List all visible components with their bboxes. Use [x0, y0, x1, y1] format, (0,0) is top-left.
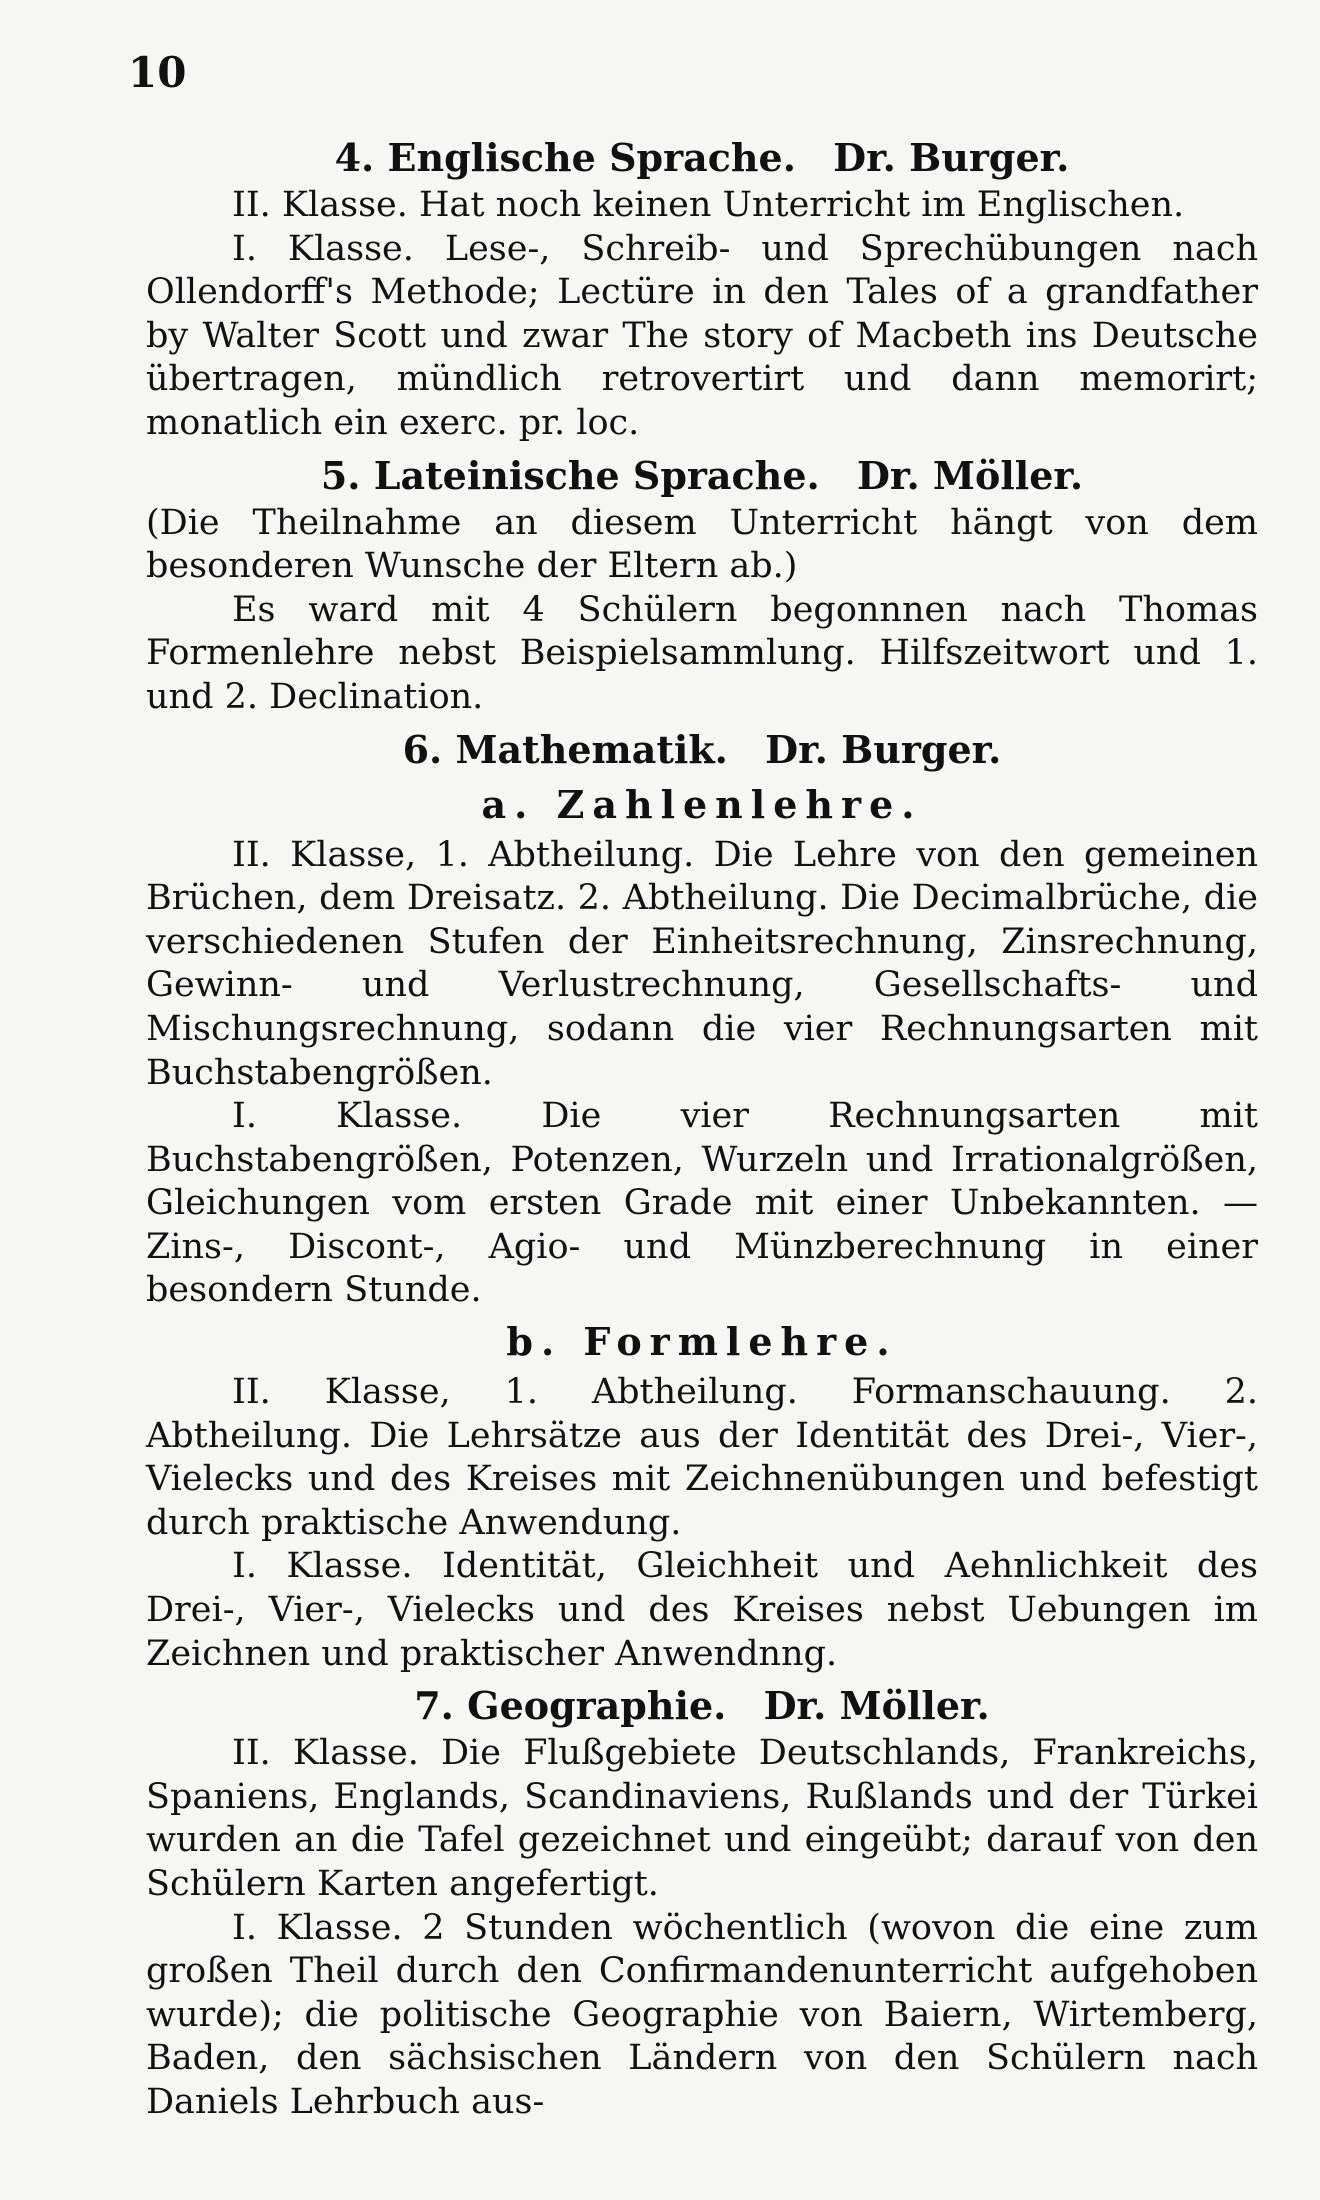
heading-teacher: Dr. Möller.: [856, 452, 1084, 498]
paragraph: II. Klasse. Hat noch keinen Unterricht im Englischen.: [232, 185, 1185, 225]
paragraph: (Die Theilnahme an diesem Unterricht hängt von dem besonderen Wunsche der Eltern ab.): [146, 502, 1258, 587]
paragraph: II. Klasse, 1. Abtheilung. Die Lehre von den gemeinen Brüchen, dem Dreisatz. 2. Abtheilung. Die Decimalbrüche, die verschiedenen Stufen der Einheitsrechnung, Zinsrechnung, Gewinn- und Verlustrechnung, Gesellschafts- und Mischungsrechnung, sodann die vier Rechnungsarten mit Buchstabengrößen.: [146, 834, 1258, 1093]
paragraph: II. Klasse. Die Flußgebiete Deutschlands, Frankreichs, Spaniens, Englands, Scandinaviens, Rußlands und der Türkei wurden an die Tafel gezeichnet und eingeübt; darauf von den Schülern Karten angefertigt.: [146, 1733, 1258, 1904]
heading-teacher: Dr. Möller.: [763, 1683, 990, 1729]
heading-title: 6. Mathematik.: [402, 726, 728, 772]
page-number: 10: [128, 48, 187, 97]
paragraph: I. Klasse. Die vier Rechnungsarten mit Buchstabengrößen, Potenzen, Wurzeln und Irrationalgrößen, Gleichungen vom ersten Grade mit einer Unbekannten. — Zins-, Discont-, Agio- und Münzberechnung in einer besondern Stunde.: [146, 1096, 1258, 1311]
section-heading-latin: [146, 450, 1258, 502]
heading-title: 7. Geographie.: [414, 1683, 727, 1729]
subheading-formlehre: b. Formlehre.: [506, 1319, 898, 1365]
paragraph: I. Klasse. Identität, Gleichheit und Aehnlichkeit des Drei-, Vier-, Vielecks und des Kreises nebst Uebungen im Zeichnen und praktischer Anwendnng.: [146, 1546, 1258, 1674]
heading-teacher: Dr. Burger.: [765, 726, 1002, 772]
section-heading-english: [146, 132, 1258, 184]
paragraph: II. Klasse, 1. Abtheilung. Formanschauung. 2. Abtheilung. Die Lehrsätze aus der Identität des Drei-, Vier-, Vielecks und des Kreises mit Zeichnenübungen und befestigt durch praktische Anwendung.: [146, 1372, 1258, 1543]
page-text: [146, 128, 1258, 2125]
paragraph: I. Klasse. 2 Stunden wöchentlich (wovon die eine zum großen Theil durch den Confirmandenunterricht aufgehoben wurde); die politische Geographie von Baiern, Wirtemberg, Baden, den sächsischen Ländern von den Schülern nach Daniels Lehrbuch aus-: [146, 1907, 1258, 2122]
paragraph: I. Klasse. Lese-, Schreib- und Sprechübungen nach Ollendorff's Methode; Lectüre in den Tales of a grandfather by Walter Scott und zwar The story of Macbeth ins Deutsche übertragen, mündlich retrovertirt und dann memorirt; monatlich ein exerc. pr. loc.: [146, 228, 1258, 443]
paragraph: Es ward mit 4 Schülern begonnnen nach Thomas Formenlehre nebst Beispielsammlung. Hilfszeitwort und 1. und 2. Declination.: [146, 589, 1258, 717]
heading-title: 4. Englische Sprache.: [334, 135, 796, 180]
heading-title: 5. Lateinische Sprache.: [320, 452, 820, 498]
section-heading-geography: [146, 1680, 1258, 1732]
subheading-zahlenlehre: a. Zahlenlehre.: [481, 781, 923, 827]
section-heading-math: [146, 724, 1258, 776]
heading-teacher: Dr. Burger.: [833, 135, 1070, 180]
